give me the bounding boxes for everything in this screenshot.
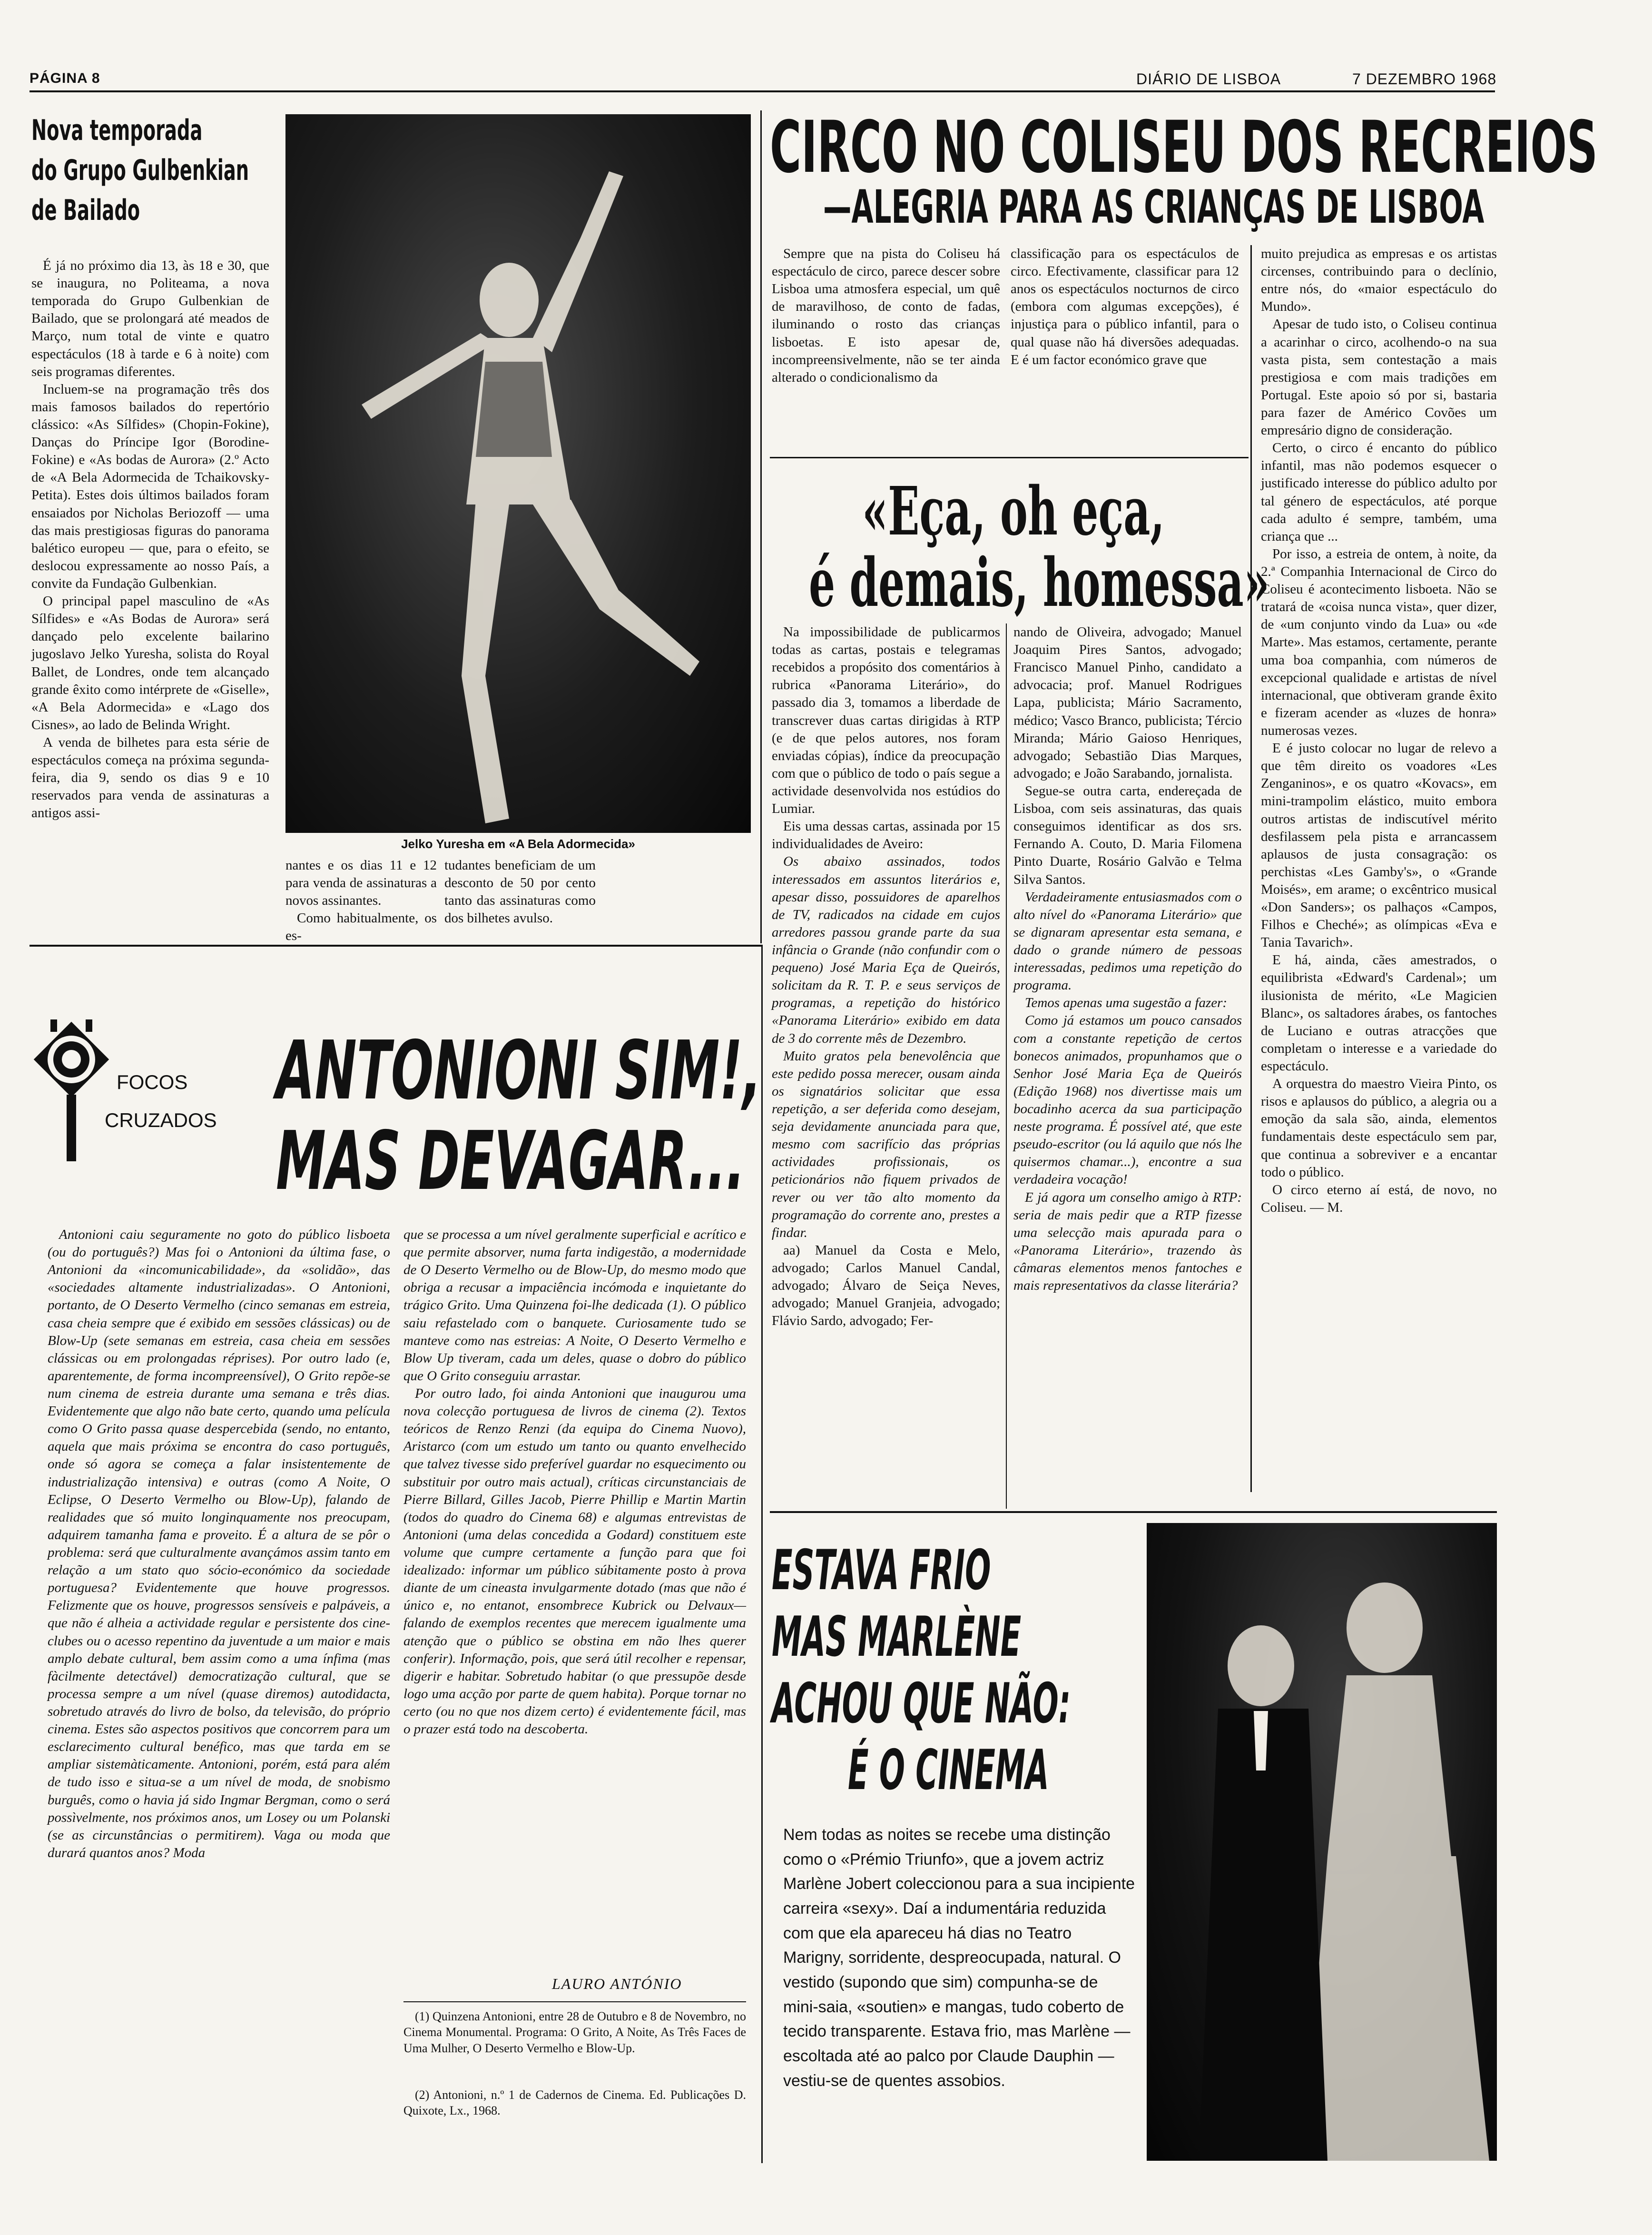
circo-paragraph: classificação para os espectáculos de circo. Efectivamente, classificar para 12 anos os espectáculos nocturnos de circo (embora com algumas excepções), é injustiça para o público infantil, para o qual quase não há diversões adequadas. E é um factor económico grave que [1011, 246, 1239, 367]
eca-paragraph: Eis uma dessas cartas, assinada por 15 individualidades de Aveiro: [772, 819, 1000, 852]
eca-headline-line-1: «Eça, oh eça, [862, 473, 1165, 551]
antonioni-paragraph: que se processa a um nível geralmente superficial e acrítico e que permite absorver, numa farta indigestão, a modernidade de O Deserto Vermelho ou de Blow-Up, do mesmo modo que obriga a recusar a impaciência incómoda e inquietante do trágico Grito. Uma Quinzena foi-lhe dedicada (1). O público saiu refastelado com o banquete. Curiosamente tudo se manteve como nas estreias: A Noite, O Deserto Vermelho e Blow Up tiveram, cada um deles, quase o dobro do público que O Grito conseguiu arrastar. [403, 1227, 746, 1384]
column-rule [761, 945, 763, 2163]
spotlight-icon [43, 995, 100, 1166]
antonioni-column-2 [403, 1226, 746, 1997]
circo-paragraph: muito prejudica as empresas e os artistas circenses, contribuindo para o declínio, entre nós, do «maior espectáculo do Mundo». [1261, 246, 1497, 315]
marlene-headline-line: ESTAVA FRIO [772, 1538, 991, 1602]
circo-paragraph: Sempre que na pista do Coliseu há espectáculo de circo, parece descer sobre Lisboa uma atmosfera especial, um quê de maravilhoso, de conto de fadas, iluminando o rosto das crianças lisboetas. E isto apesar de, incompreensivelmente, não se ter ainda alterado o condicionalismo da [772, 246, 1000, 385]
antonioni-headline-2: MAS DEVAGAR... [276, 1114, 745, 1208]
eca-paragraph: Muito gratos pela benevolência que este pedido possa merecer, ousam ainda os signatários solicitar que essa repetição, a ser deferida como desejam, seja devidamente anunciada para que, mesmo com sacrifício das próprias actividades profissionais, os peticionários não fiquem privados de rever ou ver tão alto momento da programação do corrente ano, prestes a findar. [772, 1048, 1000, 1240]
gulbenkian-continuation-1 [285, 857, 437, 944]
dancer-silhouette [285, 114, 751, 833]
footnote-text: (1) Quinzena Antonioni, entre 28 de Outubro e 8 de Novembro, no Cinema Monumental. Programa: O Grito, A Noite, As Três Faces de Uma Mulher, O Deserto Vermelho e Blow-Up. [403, 2009, 746, 2055]
antonioni-paragraph: Antonioni caiu seguramente no goto do público lisboeta (ou do português?) Mas foi o Antonioni da última fase, o Antonioni da «incomunicabilidade», da «solidão», das «sociedades altamente industrializadas». O Antonioni, portanto, de O Deserto Vermelho (cinco semanas em estreia, casa cheia sempre que é exibido em sessões clássicas) ou de Blow-Up (sete semanas em estreia, casa cheia em sessões clássicas ou em prolongadas réprises). Por outro lado (e, aparentemente, de forma incompreensível), O Grito repõe-se num cinema de estreia durante uma semana e três dias. Evidentemente que algo não bate certo, quando uma película como O Grito passa quase despercebida (sendo, no entanto, aquela que mais próxima se encontra do caso português, onde só agora se começa a falar insistentemente de industrialização intensiva) e outras (como A Noite, O Eclipse, O Deserto Vermelho ou Blow-Up), falando de realidades que só muito longinquamente nos preocupam, adquirem tamanha fama e proveito. É a altura de se pôr o problema: será que culturalmente avançámos assim tanto em relação a um stato quo sócio-económico da sociedade portuguesa? Evidentemente que houve progressos. Felizmente que os houve, progressos sensíveis e palpáveis, a que não é alheia a actividade regular e persistente dos cine-clubes ou o acesso repentino da juventude a um maior e mais amplo debate cultural, bem assim como a uma ínfima (mas fàcilmente detectável) democratização cultural, que se processa sempre a um nível (quase diremos) autodidacta, sobretudo através do livro de bolso, da televisão, do próprio cinema. Estes são aspectos positivos que concorrem para um esclarecimento cultural benéfico, mas que tarda em se ampliar sistemàticamente. Antonioni, porém, está para além de tudo isso e situa-se a um nível de moda, de snobismo burguês, como o havia já sido Ingmar Bergman, como o será possìvelmente, nos próximos anos, um Losey ou um Polanski (se as circunstâncias o permitirem). Vaga ou moda que durará quantos anos? Moda [48, 1227, 390, 1860]
circo-column-2 [1011, 245, 1239, 450]
eca-paragraph: Verdadeiramente entusiasmados com o alto nível do «Panorama Literário» que se dignaram apresentar esta semana, e dado o grande número de pessoas interessadas, pedimos uma repetição do programa. [1013, 889, 1242, 993]
eca-column-1 [772, 623, 1000, 1509]
marlene-photo [1147, 1523, 1497, 2161]
gulbenkian-headline-line: Nova temporada [31, 114, 203, 147]
gulbenkian-paragraph: É já no próximo dia 13, às 18 e 30, que se inaugura, no Politeama, a nova temporada do Grupo Gulbenkian de Bailado, que se prolongará até meados de Março, num total de vinte e quatro espectáculos (18 à tarde e 6 à noite) com seis programas diferentes. [31, 258, 269, 379]
eca-paragraph: nando de Oliveira, advogado; Manuel Joaquim Pires Santos, advogado; Francisco Manuel Pinho, candidato a advocacia; prof. Manuel Rodrigues Lapa, publicista; Mário Sacramento, médico; Vasco Branco, publicista; Tércio Miranda; Mário Gaioso Henriques, advogado; Sebastião Dias Marques, advogado; e João Sarabando, jornalista. [1013, 624, 1242, 781]
gulbenkian-paragraph: Incluem-se na programação três dos mais famosos bailados do repertório clássico: «As Sílfides» (Chopin-Fokine), Danças do Príncipe Igor (Borodine-Fokine) e «As bodas de Aurora» (2.º Acto de «A Bela Adormecida de Tchaikovsky-Petita). Estes dois últimos bailados foram ensaiados por Nicholas Beriozoff — uma das mais prestigiosas figuras do panorama balético europeu — que, para o efeito, se deslocou expressamente ao nosso País, a convite da Fundação Gulbenkian. [31, 381, 269, 591]
section-rule [770, 457, 1249, 458]
page-number: PÁGINA 8 [30, 70, 100, 86]
eca-column-2 [1013, 623, 1242, 1509]
photo-caption: Jelko Yuresha em «A Bela Adormecida» [401, 837, 635, 851]
marlene-body: Nem todas as noites se recebe uma distinção como o «Prémio Triunfo», que a jovem actriz Marlène Jobert coleccionou para a sua incipiente carreira «sexy». Daí a indumentária reduzida com que ela apareceu há dias no Teatro Marigny, sorridente, despreocupada, natural. O vestido (supondo que sim) compunha-se de mini-saia, «soutien» e mangas, tudo coberto de tecido transparente. Estava frio, mas Marlène — escoltada até ao palco por Claude Dauphin — vestiu-se de quentes assobios. [783, 1826, 1135, 2090]
gulbenkian-paragraph: Como habitualmente, os es- [285, 910, 437, 944]
eca-paragraph: Segue-se outra carta, endereçada de Lisboa, com seis assinaturas, das quais conseguimos identificar as dos srs. Fernando A. Couto, D. Maria Filomena Pinto Duarte, Rosário Galvão e Telma Silva Santos. [1013, 783, 1242, 887]
marlene-photo-figures [1147, 1523, 1497, 2161]
circo-paragraph: E é justo colocar no lugar de relevo a que têm direito os voadores «Les Zenganinos», e os quatro «Kovacs», em mini-trampolim elástico, muito embora outros artistas de indiscutível mérito desfilassem pela pista e arrancassem aplausos de justa consagração: os perchistas «Les Gamby's», o «Grande Moisés», em arame; o excêntrico musical «Don Sanders»; os palhaços «Campos, Filhos e Cheché»; as olímpicas «Eva e Tania Tavarich». [1261, 741, 1497, 950]
gulbenkian-headline-line: do Grupo Gulbenkian [31, 154, 249, 187]
circo-column-3 [1261, 245, 1497, 1492]
antonioni-footnote-1 [403, 2008, 746, 2085]
circo-paragraph: E há, ainda, cães amestrados, o equilibrista «Edward's Cardenal»; um ilusionista de mérito, «Le Magicien Blanc», os saltadores árabes, os fantoches de Luciano e outras atracções que completam o interesse e a variedade do espectáculo. [1261, 952, 1497, 1074]
circo-paragraph: O circo eterno aí está, de novo, no Coliseu. — M. [1261, 1182, 1497, 1215]
eca-paragraph: Os abaixo assinados, todos interessados em assuntos literários e, apesar disso, possuidores de aparelhos de TV, radicados na cidade em cujos arredores passou grande parte da sua infância o Grande (não confundir com o pequeno) José Maria Eça de Queirós, solicitam da R. T. P. e seus serviços de programas, a repetição do histórico «Panorama Literário» exibido em data de 3 do corrente mês de Dezembro. [772, 854, 1000, 1046]
eca-paragraph: Temos apenas uma sugestão a fazer: [1025, 995, 1228, 1011]
antonioni-footnote-2 [403, 2087, 746, 2139]
column-rule [760, 110, 762, 943]
antonioni-paragraph: Por outro lado, foi ainda Antonioni que inaugurou uma nova colecção portuguesa de livros de cinema (2). Textos teóricos de Renzo Renzi (da equipa do Cinema Nuovo), Aristarco (com um estudo um tanto ou quanto envelhecido que talvez tivesse sido preferível guardar no esquecimento ou substituir por outro mais actual), críticas circunstanciais de Pierre Billard, Gilles Jacob, Pierre Phillip e Martin Martin (todos do quadro do Cinema 68) e algumas entrevistas de Antonioni (uma delas concedida a Godard) constituem este volume que cumpre certamente a função para que foi idealizado: informar um público súbitamente posto à prova diante de um cineasta invulgarmente dotado (mas que não é único e, no entanot, ensombrece Kubrick ou Delvaux—falando de exemplos recentes que merecem igualmente uma atenção que o público se obstina em não lhes querer conferir). Informação, pois, que será útil recolher e repensar, digerir e habitar. Sobretudo habitar (o que pressupõe desde logo uma acção por parte de quem habita). Porque tornar no certo (ou no que nos dizem certo) é evidentemente fácil, mas o prazer está todo na descoberta. [403, 1385, 746, 1737]
gulbenkian-paragraph: O principal papel masculino de «As Sílfides» e «As Bodas de Aurora» será dançado pelo excelente bailarino jugoslavo Jelko Yuresha, solista do Royal Ballet, de Londres, onde tem alcançado grande êxito como intérprete de «Giselle», «A Bela Adormecida» e «Lago dos Cisnes», ao lado de Belinda Wright. [31, 593, 269, 732]
masthead-rule [30, 90, 1495, 92]
marlene-headline-line: MAS MARLÈNE [772, 1605, 1022, 1669]
circo-paragraph: Por isso, a estreia de ontem, à noite, da 2.ª Companhia Internacional de Circo do Coliseu é acontecimento lisboeta. Não se tratará de «coisa nunca vista», quer dizer, de «um conjunto vindo da Lua» ou «de Marte». Mas estamos, certamente, perante uma boa companhia, com números de excepcional qualidade e artistas de nível internacional, que obtiveram grande êxito e fizeram acender as «luzes de honra» numerosas vezes. [1261, 546, 1497, 738]
dancer-photo [285, 114, 751, 833]
eca-paragraph: Como já estamos um pouco cansados com a constante repetição de certos bonecos animados, propunhamos que o Senhor José Maria Eça de Queirós (Edição 1968) nos divertisse mais um bocadinho acerca da sua participação neste programa. É possível até, que este pseudo-escritor (ou lá aquilo que nós lhe quisermos chamar...), encontre a sua verdadeira vocação! [1013, 1013, 1242, 1187]
section-rule [30, 945, 762, 947]
marlene-headline-line: É O CINEMA [848, 1738, 1049, 1802]
circo-paragraph: Apesar de tudo isto, o Coliseu continua a acarinhar o circo, acolhendo-o na sua vasta pista, sem contestação a mais prestigiosa e com mais tradições em Portugal. Este apoio só por si, bastaria para fazer de Américo Covões um empresário digno de consideração. [1261, 316, 1497, 438]
circo-subheadline: —ALEGRIA PARA AS CRIANÇAS DE LISBOA [823, 180, 1485, 234]
section-label: FOCOS [117, 1071, 188, 1093]
footnote-rule [403, 2001, 746, 2002]
column-rule [1250, 245, 1252, 1492]
section-label: CRUZADOS [105, 1109, 217, 1131]
eca-paragraph: E já agora um conselho amigo à RTP: seria de mais pedir que a RTP fizesse uma selecção mais apurada para o «Panorama Literário», trazendo às câmaras elementos menos fantoches e mais representativos da classe literária? [1013, 1189, 1242, 1294]
gulbenkian-paragraph: nantes e os dias 11 e 12 para venda de assinaturas a novos assinantes. [285, 858, 437, 909]
eca-paragraph: aa) Manuel da Costa e Melo, advogado; Carlos Manuel Candal, advogado; Álvaro de Seiça Neves, advogado; Manuel Granjeia, advogado; Flávio Sardo, advogado; Fer- [772, 1242, 1000, 1329]
issue-date: 7 DEZEMBRO 1968 [1352, 70, 1497, 88]
section-rule [770, 1511, 1497, 1513]
focos-cruzados-logo [43, 995, 100, 1166]
antonioni-author: LAURO ANTÓNIO [552, 1975, 682, 1992]
circo-paragraph: A orquestra do maestro Vieira Pinto, os risos e aplausos do público, a alegria ou a emoção da sala são, ainda, elementos fundamentais deste espectáculo sem par, que continua a sobreviver e a encantar todo o público. [1261, 1076, 1497, 1180]
gulbenkian-paragraph: tudantes beneficiam de um desconto de 50 por cento tanto das assinaturas como dos bilhetes avulso. [444, 858, 596, 926]
antonioni-column-1 [48, 1226, 390, 2159]
marlene-headline [772, 1537, 1133, 1804]
marlene-headline-line: ACHOU QUE NÃO: [772, 1671, 1071, 1736]
eca-paragraph: Na impossibilidade de publicarmos todas as cartas, postais e telegramas recebidos a propósito dos comentários à rubrica «Panorama Literário», do passado dia 3, tomamos a liberdade de transcrever duas cartas dirigidas à RTP (e de que pelos autores, nos foram enviadas cópias), índice da preocupação com que o público de todo o país segue a actividade desenvolvida nos estúdios do Lumiar. [772, 624, 1000, 817]
circo-headline: CIRCO NO COLISEU DOS RECREIOS [770, 106, 1598, 189]
circo-paragraph: Certo, o circo é encanto do público infantil, mas não podemos esquecer o justificado interesse do público adulto por tal género de espectáculos, até porque cada adulto é sempre, também, uma criança que ... [1261, 440, 1497, 544]
gulbenkian-continuation-2 [444, 857, 596, 933]
footnote-text: (2) Antonioni, n.º 1 de Cadernos de Cinema. Ed. Publicações D. Quixote, Lx., 1968. [403, 2088, 746, 2118]
eca-headline-line-2: é demais, homessa» [809, 544, 1270, 622]
circo-column-1 [772, 245, 1000, 450]
column-rule [1006, 623, 1007, 1509]
antonioni-headline-1: ANTONIONI SIM!, [276, 1024, 762, 1118]
gulbenkian-headline [31, 110, 269, 230]
gulbenkian-headline-line: de Bailado [31, 194, 140, 227]
newspaper-name: DIÁRIO DE LISBOA [1136, 70, 1281, 88]
gulbenkian-paragraph: A venda de bilhetes para esta série de espectáculos começa na próxima segunda-feira, dia 9, sendo os dias 9 e 10 reservados para venda de assinaturas a antigos assi- [31, 734, 269, 821]
gulbenkian-body [31, 257, 269, 938]
